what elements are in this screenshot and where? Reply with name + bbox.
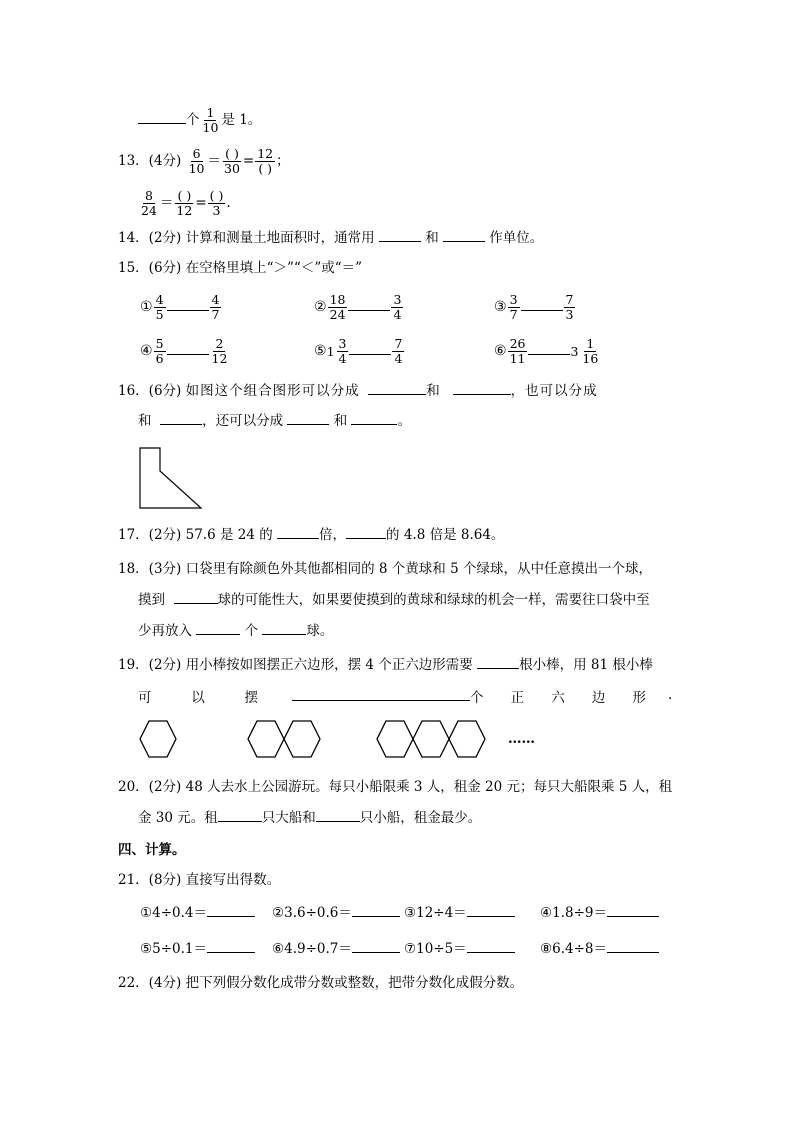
fraction: $\frac{1}{10}$ [202, 105, 219, 135]
compare-item-3: ③ $\frac{3}{7}$ $\frac{7}{3}$ [494, 292, 574, 322]
answer-blank[interactable] [346, 526, 386, 539]
answer-blank[interactable] [316, 809, 360, 822]
calc-item-5: ⑤5÷0.1＝ [140, 940, 255, 958]
answer-blank[interactable] [207, 940, 255, 953]
answer-blank[interactable] [292, 688, 470, 701]
compare-item-4: ④ $\frac{5}{6}$ $\frac{2}{12}$ [140, 336, 228, 366]
question-14: 14．(2分) 计算和测量土地面积时，通常用 和 作单位。 [118, 230, 544, 246]
answer-blank[interactable] [368, 382, 426, 395]
calc-item-3: ③12÷4＝ [404, 904, 515, 922]
question-22: 22．(4分) 把下列假分数化成带分数或整数，把带分数化成假分数。 [118, 975, 524, 991]
compare-item-5: ⑤ 1 $\frac{3}{4}$ $\frac{7}{4}$ [314, 336, 403, 366]
calc-item-2: ②3.6÷0.6＝ [272, 904, 400, 922]
question-20-line1: 20．(2分) 48 人去水上公园游玩。每只小船限乘 3 人，租金 20 元；每只大船限乘 5 人，租 [118, 779, 673, 795]
calc-item-6: ⑥4.9÷0.7＝ [272, 940, 400, 958]
question-16-line1: 16．(6分) 如图这个组合图形可以分成 和 ，也可以分成 [118, 383, 598, 399]
question-19-line1: 19．(2分) 用小棒按如图摆正六边形，摆 4 个正六边形需要 根小棒，用 81 根小棒 [118, 657, 653, 673]
answer-blank[interactable] [167, 342, 209, 355]
answer-blank[interactable] [477, 656, 519, 669]
answer-blank[interactable] [467, 904, 515, 917]
question-16-line2: 和 ，还可以分成 和 。 [138, 413, 411, 429]
answer-blank[interactable] [521, 298, 563, 311]
question-13-line2: $\frac{8}{24}$ ＝ $\frac{( )}{12}$ = $\frac{( )}{3}$ . [141, 188, 231, 218]
calc-item-8: ⑧6.4÷8＝ [540, 940, 659, 958]
question-17: 17．(2分) 57.6 是 24 的 倍， 的 4.8 倍是 8.64。 [118, 527, 505, 543]
answer-blank[interactable] [453, 382, 511, 395]
compare-item-1: ① $\frac{4}{5}$ $\frac{4}{7}$ [140, 292, 220, 322]
compare-item-6: ⑥ $\frac{26}{11}$ 3 $\frac{1}{16}$ [494, 336, 599, 366]
question-19-line2b: 个 正 六 边 形 [470, 690, 646, 706]
hexagon-pattern-figure [136, 718, 496, 764]
question-18-line3: 少再放入 个 球。 [138, 623, 334, 639]
answer-blank[interactable] [528, 342, 570, 355]
question-18-line2: 摸到 球的可能性大，如果要使摸到的黄球和绿球的机会一样，需要往口袋中至 [138, 592, 650, 608]
answer-blank[interactable] [379, 229, 421, 242]
calc-item-1: ①4÷0.4＝ [140, 904, 255, 922]
answer-blank[interactable] [207, 904, 255, 917]
answer-blank[interactable] [277, 526, 319, 539]
answer-blank[interactable] [160, 412, 202, 425]
answer-blank[interactable] [443, 229, 485, 242]
answer-blank[interactable] [262, 622, 306, 635]
calc-item-4: ④1.8÷9＝ [540, 904, 659, 922]
question-18-line1: 18．(3分) 口袋里有除颜色外其他都相同的 8 个黄球和 5 个绿球，从中任意摸出一个球， [118, 561, 652, 577]
question-21: 21．(8分) 直接写出得数。 [118, 872, 281, 888]
ellipsis: …… [508, 731, 535, 747]
answer-blank[interactable] [138, 111, 186, 124]
answer-blank[interactable] [287, 412, 329, 425]
question-13-line1: 13．(4分) $\frac{6}{10}$ ＝ $\frac{( )}{30}$ = $\frac{12}{( )}$ ； [118, 146, 290, 176]
answer-blank[interactable] [351, 412, 397, 425]
section-heading: 四、计算。 [118, 842, 186, 858]
answer-blank[interactable] [167, 298, 209, 311]
question-19-line2a: 可 以 摆 [138, 690, 258, 706]
composite-shape-figure [138, 446, 204, 510]
compare-item-2: ② $\frac{18}{24}$ $\frac{3}{4}$ [314, 292, 402, 322]
answer-blank[interactable] [607, 940, 659, 953]
answer-blank[interactable] [467, 940, 515, 953]
calc-item-7: ⑦10÷5＝ [404, 940, 515, 958]
question-15: 15．(6分) 在空格里填上“＞”“＜”或“＝” [118, 260, 363, 276]
answer-blank[interactable] [352, 904, 400, 917]
answer-blank[interactable] [352, 940, 400, 953]
answer-blank[interactable] [174, 591, 218, 604]
answer-blank[interactable] [349, 342, 391, 355]
answer-blank[interactable] [607, 904, 659, 917]
answer-blank[interactable] [348, 298, 390, 311]
answer-blank[interactable] [196, 622, 240, 635]
q12-tail: 个 $\frac{1}{10}$ 是 1。 [138, 106, 261, 135]
question-label: 13．(4分) [118, 153, 182, 169]
answer-blank[interactable] [218, 809, 262, 822]
question-20-line2: 金 30 元。租 只大船和 只小船，租金最少。 [138, 810, 482, 826]
